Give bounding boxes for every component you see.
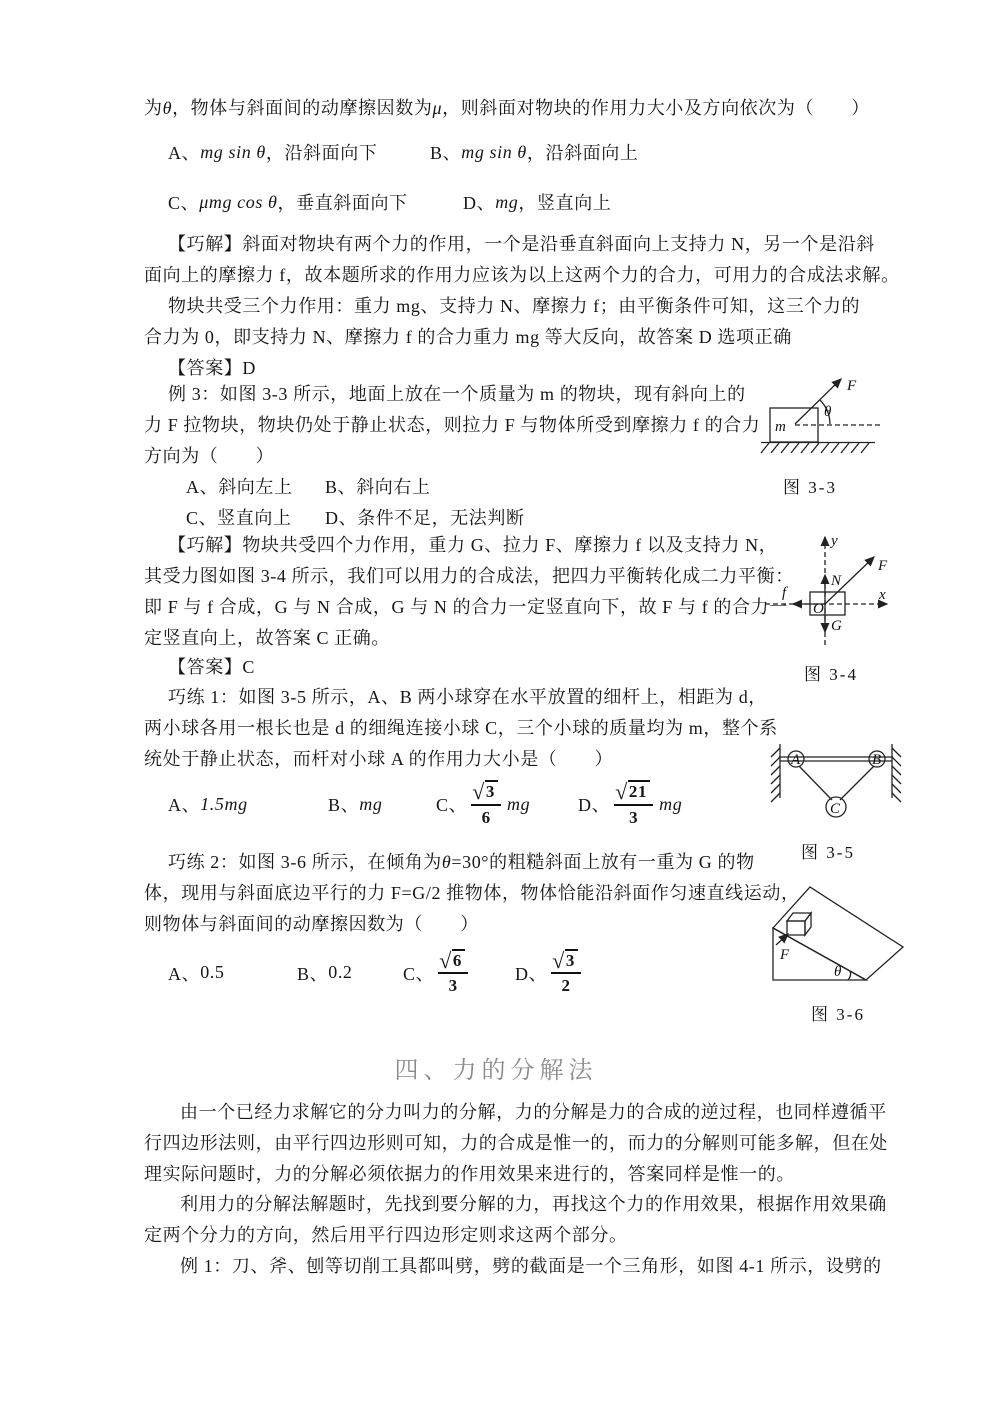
option-label: C、	[436, 795, 468, 815]
option-label: D、	[578, 795, 611, 815]
fraction-numerator	[471, 780, 501, 806]
theta-symbol: θ	[162, 98, 173, 118]
option-text: ，竖直向上	[518, 193, 612, 213]
radicand: 3	[565, 949, 578, 971]
option-b: B、斜向右上	[325, 477, 431, 497]
ball-c-label: C	[830, 801, 841, 817]
option-d: D、条件不足，无法判断	[325, 508, 525, 528]
fraction-denominator: 2	[561, 976, 571, 996]
answer-line: 【答案】C	[168, 657, 256, 677]
paragraph-line: 利用力的分解法解题时，先找到要分解的力，再找这个力的作用效果，根据作用效果确	[180, 1194, 887, 1214]
figure-3-3-caption: 图 3-3	[783, 478, 837, 497]
angle-theta-label: θ	[824, 404, 832, 420]
fraction	[614, 780, 653, 828]
option-label: D、	[463, 193, 496, 213]
option-b	[297, 945, 353, 1000]
option-math: mg sin θ	[200, 141, 266, 162]
figure-3-6-caption: 图 3-6	[811, 1005, 865, 1024]
practice1-line: 巧练 1：如图 3-5 所示，A、B 两小球穿在水平放置的细杆上，相距为 d，	[168, 687, 767, 707]
option-d	[515, 945, 585, 1000]
figure-3-3	[755, 365, 940, 477]
origin-label: O	[813, 601, 824, 617]
solution-line: 即 F 与 f 合成，G 与 N 合成，G 与 N 的合力一定竖直向下，故 F 与 f 的合力一	[144, 597, 788, 617]
radical-sign: √	[472, 779, 485, 805]
fraction	[471, 780, 501, 828]
angle-theta-label: θ	[834, 964, 842, 980]
option-label: B、	[328, 795, 360, 815]
solution-line: 【巧解】物块共受四个力作用，重力 G、拉力 F、摩擦力 f 以及支持力 N，	[168, 535, 778, 555]
fraction	[551, 949, 581, 997]
q2-options-row-1	[0, 140, 992, 164]
x-axis-label: x	[879, 587, 886, 603]
option-text: mg	[359, 793, 383, 814]
radical-sign: √	[552, 947, 565, 973]
option-a: A、斜向左上	[186, 477, 293, 497]
option-label: B、	[430, 143, 462, 163]
option-text: ，沿斜面向下	[265, 143, 378, 163]
option-label: A、	[168, 963, 201, 984]
ball-b-label: B	[872, 752, 882, 768]
example1-line: 例 1：刀、斧、刨等切削工具都叫劈，劈的截面是一个三角形，如图 4-1 所示，设劈的	[180, 1256, 882, 1276]
option-math: mg sin θ	[461, 141, 527, 162]
example3-line: 例 3：如图 3-3 所示，地面上放在一个质量为 m 的物块，现有斜向上的	[168, 384, 746, 404]
ex3-options-row-2	[0, 505, 992, 529]
option-math: mg	[495, 191, 519, 212]
solution-line: 【巧解】斜面对物块有两个力的作用，一个是沿垂直斜面向上支持力 N，另一个是沿斜	[168, 234, 875, 254]
option-b	[430, 140, 638, 164]
option-math: μmg cos θ	[199, 191, 278, 212]
force-f-label: F	[878, 558, 888, 574]
q2-stem	[144, 97, 870, 119]
example3-line: 力 F 拉物块，物块仍处于静止状态，则拉力 F 与物体所受到摩擦力 f 的合力	[144, 415, 761, 435]
stem-text: =30°的粗糙斜面上放有一重为 G 的物	[451, 852, 755, 872]
practice2-line: 体，现用与斜面底边平行的力 F=G/2 推物体，物体恰能沿斜面作匀速直线运动，	[144, 883, 800, 903]
force-f-label: F	[847, 378, 857, 394]
option-text: 0.2	[328, 962, 353, 982]
y-axis-label: y	[831, 533, 838, 549]
option-label: A、	[168, 143, 201, 163]
answer-line: 【答案】D	[168, 358, 256, 378]
option-text: 0.5	[200, 962, 225, 982]
stem-text: ，则斜面对物块的作用力大小及方向依次为（ ）	[442, 98, 870, 118]
paragraph-line: 由一个已经力求解它的分力叫力的分解，力的分解是力的合成的逆过程，也同样遵循平	[180, 1102, 887, 1122]
q2-options-row-2	[0, 190, 992, 214]
figure-3-5	[758, 740, 908, 835]
practice1-line: 两小球各用一根长也是 d 的细绳连接小球 C，三个小球的质量均为 m，整个系	[144, 718, 778, 738]
option-text: 1.5mg	[200, 793, 248, 814]
figure-3-4-caption: 图 3-4	[804, 665, 858, 684]
option-label: C、	[168, 193, 200, 213]
stem-text: ，物体与斜面间的动摩擦因数为	[172, 98, 433, 118]
practice2-line	[168, 851, 755, 873]
option-c	[403, 945, 472, 1000]
option-b	[328, 775, 382, 833]
paragraph-line: 行四边形法则，由平行四边形则可知，力的合成是惟一的，而力的分解则可能多解，但在处	[144, 1133, 888, 1153]
theta-symbol: θ	[441, 852, 452, 872]
section-heading: 四、力的分解法	[394, 1057, 598, 1084]
fraction-numerator	[614, 780, 653, 806]
solution-line: 面向上的摩擦力 f，故本题所求的作用力应该为以上这两个力的合力，可用力的合成法求解。	[144, 265, 900, 285]
solution-line: 定竖直向上，故答案 C 正确。	[144, 628, 391, 648]
option-label: D、	[515, 963, 548, 984]
option-a	[168, 775, 248, 833]
option-label: C、	[403, 963, 435, 984]
figure-3-5-caption: 图 3-5	[801, 843, 855, 862]
radical-sign: √	[615, 779, 628, 805]
ball-a-label: A	[791, 752, 801, 768]
option-d	[578, 775, 682, 833]
option-label: B、	[297, 963, 329, 984]
solution-line: 物块共受三个力作用：重力 mg、支持力 N、摩擦力 f；由平衡条件可知，这三个力的	[168, 296, 861, 316]
fraction-denominator: 3	[448, 976, 458, 996]
solution-line: 其受力图如图 3-4 所示，我们可以用力的合成法，把四力平衡转化成二力平衡：	[144, 566, 794, 586]
fraction-denominator: 6	[481, 807, 491, 827]
option-a	[168, 945, 225, 1000]
figure-3-6	[758, 875, 948, 997]
option-text: ，沿斜面向上	[526, 143, 639, 163]
option-math: mg	[507, 793, 531, 814]
radicand: 6	[452, 949, 465, 971]
practice1-line: 统处于静止状态，而杆对小球 A 的作用力大小是（ ）	[144, 749, 614, 769]
gravity-label: G	[831, 618, 842, 634]
radical-sign: √	[439, 947, 452, 973]
figure-3-4	[755, 528, 905, 653]
paragraph-line: 理实际问题时，力的分解必须依据力的作用效果来进行的，答案同样是惟一的。	[144, 1164, 795, 1184]
option-c	[168, 190, 408, 214]
option-c	[436, 775, 530, 833]
radicand: 21	[628, 780, 650, 802]
example3-line: 方向为（ ）	[144, 446, 275, 466]
option-a	[168, 140, 377, 164]
fraction-numerator	[438, 949, 468, 975]
fraction-denominator: 3	[629, 807, 639, 827]
option-label: A、	[168, 795, 201, 815]
solution-line: 合力为 0，即支持力 N、摩擦力 f 的合力重力 mg 等大反向，故答案 D 选项正确	[144, 327, 792, 347]
fraction	[438, 949, 468, 997]
option-c: C、竖直向上	[186, 508, 292, 528]
stem-text: 巧练 2：如图 3-6 所示，在倾角为	[168, 852, 442, 872]
force-f-label: F	[780, 947, 790, 963]
block-mass-label: m	[775, 419, 786, 435]
option-text: ，垂直斜面向下	[277, 193, 408, 213]
fraction-numerator	[551, 949, 581, 975]
normal-force-label: N	[831, 573, 842, 589]
paragraph-line: 定两个分力的方向，然后用平行四边形定则求这两个部分。	[144, 1225, 628, 1245]
radicand: 3	[485, 780, 498, 802]
practice2-line: 则物体与斜面间的动摩擦因数为（ ）	[144, 914, 479, 934]
mu-symbol: μ	[432, 98, 443, 118]
option-d	[463, 190, 611, 214]
friction-label: f	[782, 585, 787, 601]
option-math: mg	[659, 793, 683, 814]
stem-text: 为	[144, 98, 163, 118]
